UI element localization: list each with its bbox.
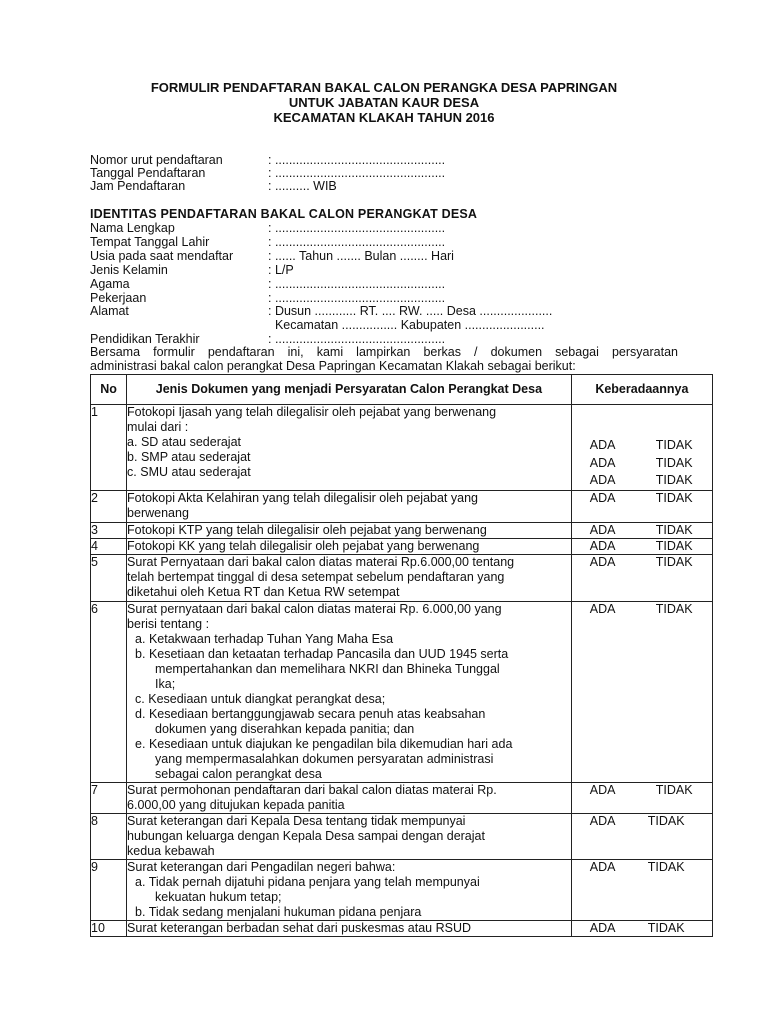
doc-line: berisi tentang : <box>127 617 210 631</box>
row-availability <box>571 860 712 921</box>
field-value: : ................................................. <box>268 277 446 291</box>
doc-line: Surat Pernyataan dari bakal calon diatas materai Rp.6.000,00 tentang <box>127 555 515 569</box>
tidak-option[interactable]: TIDAK <box>655 438 693 452</box>
row-document <box>127 783 572 814</box>
doc-line: Surat permohonan pendaftaran dari bakal calon diatas materai Rp. <box>127 783 497 797</box>
row-availability <box>571 539 712 555</box>
row-document <box>127 523 572 539</box>
doc-line: a. Tidak pernah dijatuhi pidana penjara yang telah mempunyai <box>135 875 480 889</box>
ada-option[interactable]: ADA <box>589 814 616 828</box>
ada-option[interactable]: ADA <box>589 783 616 797</box>
field-label: Usia pada saat mendaftar <box>90 249 234 263</box>
table-row <box>91 860 713 921</box>
field-value: : L/P <box>268 263 294 277</box>
field-label: Pendidikan Terakhir <box>90 332 200 346</box>
row-number: 5 <box>91 555 127 602</box>
row-number: 9 <box>91 860 127 921</box>
tidak-option[interactable]: TIDAK <box>647 814 685 828</box>
table-row <box>91 555 713 602</box>
field-label: Jenis Kelamin <box>90 263 168 277</box>
field-value: : ................................................. <box>268 291 446 305</box>
field-value: : Dusun ............ RT. .... RW. ..... Desa ..................... <box>268 304 553 318</box>
header-availability: Keberadaannya <box>571 375 712 405</box>
row-document <box>127 814 572 860</box>
row-document <box>127 555 572 602</box>
doc-line: mempertahankan dan memelihara NKRI dan Bhineka Tunggal <box>155 662 500 676</box>
field-label: Alamat <box>90 304 129 318</box>
table-row <box>91 921 713 937</box>
ada-option[interactable]: ADA <box>589 860 616 874</box>
tidak-option[interactable]: TIDAK <box>655 491 693 505</box>
header-no: No <box>91 375 127 405</box>
header-document: Jenis Dokumen yang menjadi Persyaratan Calon Perangkat Desa <box>127 375 572 405</box>
row-availability <box>571 491 712 523</box>
row-availability <box>571 405 712 491</box>
doc-line: b. SMP atau sederajat <box>127 450 251 464</box>
doc-line: Fotokopi Akta Kelahiran yang telah dilegalisir oleh pejabat yang <box>127 491 478 505</box>
table-row <box>91 405 713 491</box>
tidak-option[interactable]: TIDAK <box>655 783 693 797</box>
ada-option[interactable]: ADA <box>589 523 616 537</box>
doc-line: Fotokopi Ijasah yang telah dilegalisir oleh pejabat yang berwenang <box>127 405 497 419</box>
tidak-option[interactable]: TIDAK <box>655 456 693 470</box>
tidak-option[interactable]: TIDAK <box>655 523 693 537</box>
ada-option[interactable]: ADA <box>589 555 616 569</box>
doc-line: d. Kesediaan bertanggungjawab secara penuh atas keabsahan <box>135 707 486 721</box>
intro-paragraph <box>90 345 678 373</box>
ada-option[interactable]: ADA <box>589 921 616 935</box>
table-row <box>91 602 713 783</box>
field-value: : ................................................. <box>268 153 446 167</box>
field-label: Pekerjaan <box>90 291 147 305</box>
field-value: : ...... Tahun ....... Bulan ........ Hari <box>268 249 454 263</box>
row-number: 10 <box>91 921 127 937</box>
form-title-line-2: UNTUK JABATAN KAUR DESA <box>288 95 480 110</box>
field-label: Tanggal Pendaftaran <box>90 166 206 180</box>
tidak-option[interactable]: TIDAK <box>655 473 693 487</box>
doc-line: b. Kesetiaan dan ketaatan terhadap Pancasila dan UUD 1945 serta <box>135 647 509 661</box>
intro-line-1: Bersama formulir pendaftaran ini, kami lampirkan berkas / dokumen sebagai persyaratan <box>90 345 678 359</box>
row-document <box>127 539 572 555</box>
row-availability <box>571 555 712 602</box>
row-document <box>127 602 572 783</box>
doc-line: Fotokopi KTP yang telah dilegalisir oleh pejabat yang berwenang <box>127 523 487 537</box>
tidak-option[interactable]: TIDAK <box>655 539 693 553</box>
field-value: : ................................................. <box>268 332 446 346</box>
field-value: : .......... WIB <box>268 179 337 193</box>
ada-option[interactable]: ADA <box>589 456 616 470</box>
doc-line: Surat keterangan dari Pengadilan negeri bahwa: <box>127 860 396 874</box>
doc-line: c. Kesediaan untuk diangkat perangkat desa; <box>135 692 386 706</box>
row-number: 2 <box>91 491 127 523</box>
tidak-option[interactable]: TIDAK <box>655 555 693 569</box>
field-label: Agama <box>90 277 130 291</box>
field-value: : ................................................. <box>268 235 446 249</box>
ada-option[interactable]: ADA <box>589 539 616 553</box>
row-document <box>127 405 572 491</box>
field-label: Nama Lengkap <box>90 221 175 235</box>
identity-heading: IDENTITAS PENDAFTARAN BAKAL CALON PERANGKAT DESA <box>90 207 478 221</box>
tidak-option[interactable]: TIDAK <box>655 602 693 616</box>
form-title-line-1: FORMULIR PENDAFTARAN BAKAL CALON PERANGKA DESA PAPRINGAN <box>150 80 618 95</box>
row-document <box>127 491 572 523</box>
table-row <box>91 783 713 814</box>
ada-option[interactable]: ADA <box>589 491 616 505</box>
doc-line: kedua kebawah <box>127 844 215 858</box>
document-requirements-table <box>90 374 713 937</box>
doc-line: mulai dari : <box>127 420 189 434</box>
doc-line: hubungan keluarga dengan Kepala Desa sampai dengan derajat <box>127 829 485 843</box>
doc-line: a. Ketakwaan terhadap Tuhan Yang Maha Esa <box>135 632 394 646</box>
table-row <box>91 539 713 555</box>
row-number: 6 <box>91 602 127 783</box>
doc-line: Surat keterangan dari Kepala Desa tentang tidak mempunyai <box>127 814 466 828</box>
row-number: 8 <box>91 814 127 860</box>
row-number: 3 <box>91 523 127 539</box>
doc-line: Surat pernyataan dari bakal calon diatas materai Rp. 6.000,00 yang <box>127 602 502 616</box>
doc-line: sebagai calon perangkat desa <box>155 767 322 781</box>
table-row <box>91 814 713 860</box>
doc-line: 6.000,00 yang ditujukan kepada panitia <box>127 798 345 812</box>
field-value: : ................................................. <box>268 221 446 235</box>
doc-line: dokumen yang diserahkan kepada panitia; dan <box>155 722 415 736</box>
doc-line: b. Tidak sedang menjalani hukuman pidana penjara <box>135 905 422 919</box>
doc-line: telah bertempat tinggal di desa setempat sebelum pendaftaran yang <box>127 570 505 584</box>
field-value: Kecamatan ................ Kabupaten ....................... <box>268 318 545 332</box>
row-availability <box>571 602 712 783</box>
doc-line: a. SD atau sederajat <box>127 435 242 449</box>
doc-line: c. SMU atau sederajat <box>127 465 251 479</box>
row-document <box>127 921 572 937</box>
row-availability <box>571 783 712 814</box>
doc-line: Fotokopi KK yang telah dilegalisir oleh pejabat yang berwenang <box>127 539 480 553</box>
table-row <box>91 491 713 523</box>
field-value: : ................................................. <box>268 166 446 180</box>
doc-line: e. Kesediaan untuk diajukan ke pengadilan bila dikemudian hari ada <box>135 737 513 751</box>
field-label: Nomor urut pendaftaran <box>90 153 223 167</box>
table-row <box>91 523 713 539</box>
field-label: Jam Pendaftaran <box>90 179 186 193</box>
doc-line: diketahui oleh Ketua RT dan Ketua RW setempat <box>127 585 400 599</box>
field-label: Tempat Tanggal Lahir <box>90 235 210 249</box>
row-number: 4 <box>91 539 127 555</box>
doc-line: berwenang <box>127 506 189 520</box>
doc-line: yang mempermasalahkan dokumen persyaratan administrasi <box>155 752 494 766</box>
ada-option[interactable]: ADA <box>589 473 616 487</box>
doc-line: Surat keterangan berbadan sehat dari puskesmas atau RSUD <box>127 921 471 935</box>
tidak-option[interactable]: TIDAK <box>647 921 685 935</box>
row-document <box>127 860 572 921</box>
table-header-row <box>91 375 713 405</box>
intro-line-2: administrasi bakal calon perangkat Desa Papringan Kecamatan Klakah sebagai berikut: <box>90 359 576 373</box>
ada-option[interactable]: ADA <box>589 602 616 616</box>
row-availability <box>571 814 712 860</box>
row-number: 1 <box>91 405 127 491</box>
doc-line: kekuatan hukum tetap; <box>155 890 282 904</box>
doc-line: Ika; <box>155 677 176 691</box>
row-availability <box>571 921 712 937</box>
row-number: 7 <box>91 783 127 814</box>
form-title-line-3: KECAMATAN KLAKAH TAHUN 2016 <box>273 110 495 125</box>
row-availability <box>571 523 712 539</box>
ada-option[interactable]: ADA <box>589 438 616 452</box>
tidak-option[interactable]: TIDAK <box>647 860 685 874</box>
